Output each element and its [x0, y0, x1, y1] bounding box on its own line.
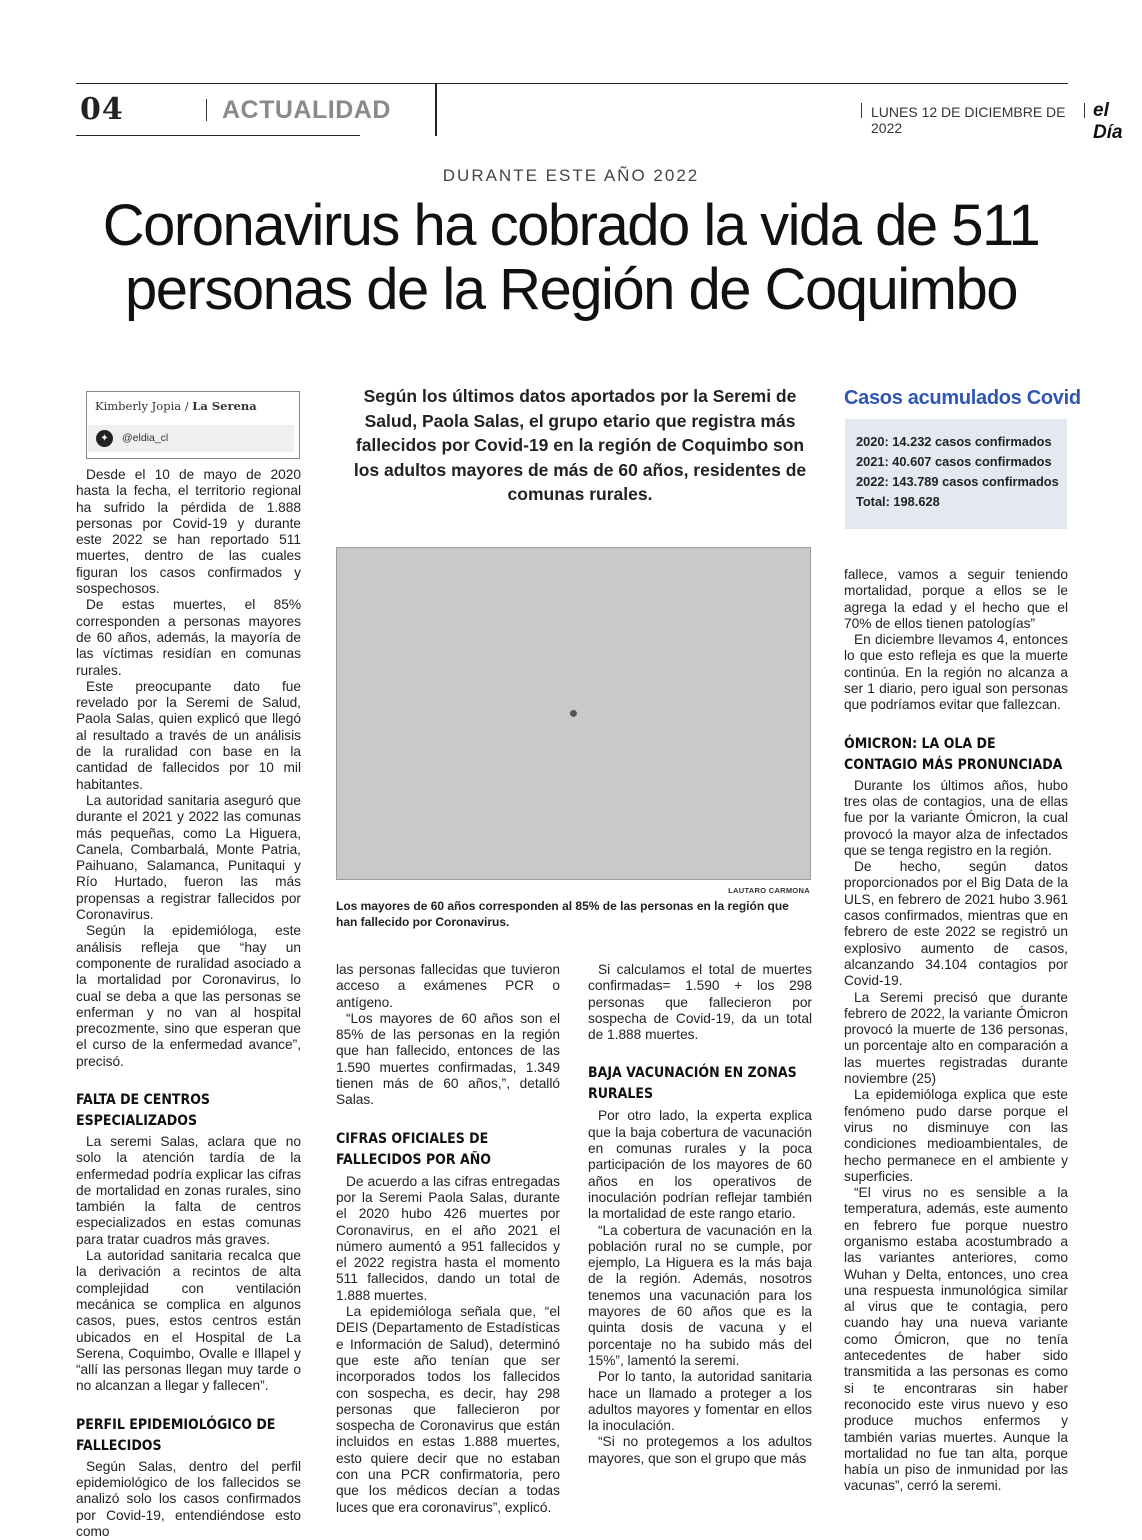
- column-3: [588, 962, 812, 1467]
- paragraph: “Si no protegemos a los adultos mayores, que son el grupo que más: [588, 1434, 812, 1466]
- headline: [60, 194, 1082, 322]
- headline-line-1: Coronavirus ha cobrado la vida de 511: [102, 193, 1040, 258]
- article-lead: Según los últimos datos aportados por la Seremi de Salud, Paola Salas, el grupo etario que registra más fallecidos por Covid-19 en la región de Coquimbo son los adultos mayores de más de 60 años, residentes de comunas rurales.: [353, 386, 807, 504]
- paragraph: Durante los últimos años, hubo tres olas de contagios, una de ellas fue por la variante Ómicron, la cual provocó la mayor alza de infectados que se tenga registro en la región.: [844, 777, 1068, 858]
- paragraph: Por otro lado, la experta explica que la baja cobertura de vacunación en comunas rurales y la poca participación de los mayores de 60 años en los operativos de inoculación podrían reflejar también la mortalidad de este rango etario.: [588, 1108, 812, 1222]
- subheading: ÓMICRON: LA OLA DE CONTAGIO MÁS PRONUNCIADA: [844, 735, 1063, 773]
- column-1: [76, 467, 301, 1540]
- section-name: ACTUALIDAD: [222, 96, 391, 124]
- photo-placeholder-icon: ●: [568, 704, 579, 722]
- paragraph: De acuerdo a las cifras entregadas por la Seremi Paola Salas, durante el 2020 hubo 426 muertes por Coronavirus, en el año 2021 el número aumentó a 951 fallecidos y el 2022 registra hasta el momento 511 fallecidos, dando un total de 1.888 muertes.: [336, 1173, 560, 1303]
- paragraph: Desde el 10 de mayo de 2020 hasta la fecha, el territorio regional ha sufrido la pérdida de 1.888 personas por Covid-19 y durante este 2022 se han reportado 511 muertes, dentro de las cuales figuran los casos confirmados y sospechosos.: [76, 467, 301, 597]
- twitter-handle[interactable]: @eldia_cl: [122, 432, 169, 444]
- author-name: Kimberly Jopia /: [95, 399, 189, 413]
- photo-credit: LAUTARO CARMONA: [728, 886, 810, 895]
- subheading: CIFRAS OFICIALES DE FALLECIDOS POR AÑO: [336, 1130, 491, 1168]
- paragraph: De estas muertes, el 85% corresponden a personas mayores de 60 años, además, la mayoría de las víctimas residían en comunas rurales.: [76, 597, 301, 678]
- twitter-icon: ✦: [96, 430, 113, 447]
- sidebar-box-title: Casos acumulados Covid: [844, 387, 1081, 409]
- twitter-strip[interactable]: [88, 425, 294, 452]
- paragraph: La seremi Salas, aclara que no solo la atención tardía de la enfermedad podría explicar las cifras de mortalidad en zonas rurales, sino también la falta de centros especializados en estas comunas para tratar cuadros más graves.: [76, 1133, 301, 1247]
- paragraph: Según la epidemióloga, este análisis refleja que “hay un componente de ruralidad asociado a la mortalidad por Coronavirus, lo cual se deba a que las personas se enferman y no van al hospital precozmente, sino que esperan que el curso de la enfermedad avance”, precisó.: [76, 923, 301, 1069]
- list-item: Total: 198.628: [856, 494, 940, 509]
- list-item: 2020: 14.232 casos confirmados: [856, 434, 1052, 449]
- paragraph: Si calculamos el total de muertes confirmadas= 1.590 + los 298 personas que fallecieron por sospecha de Covid-19, da un total de 1.888 muertes.: [588, 962, 812, 1043]
- covid-cases-box: [845, 419, 1067, 529]
- paragraph: La autoridad sanitaria recalca que la derivación a recintos de alta complejidad con ventilación mecánica se complica en algunos casos, pues, estos centros están ubicados en el Hospital de La Serena, Coquimbo, Ovalle e Illapel y “allí las personas llegan muy tarde o no alcanzan a llegar y fallecen”.: [76, 1248, 301, 1394]
- paragraph: las personas fallecidas que tuvieron acceso a exámenes PCR o antígeno.: [336, 962, 560, 1010]
- subheading: PERFIL EPIDEMIOLÓGICO DE FALLECIDOS: [76, 1416, 276, 1454]
- newspaper-brand: el Día: [1093, 100, 1123, 143]
- byline-author-line: [95, 399, 257, 413]
- header-divider: [861, 103, 862, 118]
- kicker: DURANTE ESTE AÑO 2022: [442, 166, 700, 185]
- page-header: [76, 83, 1123, 143]
- header-divider: [206, 99, 207, 121]
- paragraph: La epidemióloga explica que este fenómeno pudo darse porque el virus no disminuye con las condiciones medioambientales, de hecho permanece en el ambiente y superficies.: [844, 1087, 1068, 1184]
- paragraph: La autoridad sanitaria aseguró que durante el 2021 y 2022 las comunas más pequeñas, como La Higuera, Canela, Combarbalá, Monte Patria, Paihuano, Salamanca, Punitaqui y Río Hurtado, fueron las más propensas a registrar fallecidos por Coronavirus.: [76, 792, 301, 923]
- issue-date: LUNES 12 DE DICIEMBRE DE 2022: [871, 104, 1066, 136]
- paragraph: Según Salas, dentro del perfil epidemiológico de los fallecidos se analizó solo los casos confirmados por Covid-19, entendiéndose esto como: [76, 1458, 301, 1539]
- paragraph: De hecho, según datos proporcionados por el Big Data de la ULS, en febrero de 2021 hubo 3.961 casos confirmados, mientras que en febrero de este 2022 se registró un explosivo aumento de casos, alcanzando 34.104 contagios por Covid-19.: [844, 859, 1068, 989]
- covid-cases-list: [856, 432, 1059, 512]
- paragraph: “La cobertura de vacunación en la población rural no se cumple, por ejemplo, La Higuera es la más baja de la región. Además, nosotros tenemos una vacunación para los mayores de 60 años que es la quinta dosis de vacuna y el porcentaje no ha subido más del 15%”, lamentó la seremi.: [588, 1222, 812, 1368]
- paragraph: fallece, vamos a seguir teniendo mortalidad, porque a ellos se le agrega la edad y el hecho que el 70% de ellos tienen patologías”: [844, 567, 1068, 631]
- page-number: 04: [80, 92, 124, 127]
- article-photo: [336, 547, 811, 880]
- author-location: La Serena: [192, 399, 257, 413]
- paragraph: En diciembre llevamos 4, entonces lo que esto refleja es que la muerte continúa. En la región no alcanza a ser 1 diario, pero igual son personas que podríamos evitar que fallezcan.: [844, 632, 1068, 713]
- headline-line-2: personas de la Región de Coquimbo: [124, 257, 1017, 322]
- paragraph: Por lo tanto, la autoridad sanitaria hace un llamado a proteger a los adultos mayores y fomentar en ellos la inoculación.: [588, 1369, 812, 1434]
- list-item: 2021: 40.607 casos confirmados: [856, 454, 1052, 469]
- paragraph: “Los mayores de 60 años son el 85% de las personas en la región que han fallecido, entonces de las 1.590 muertes confirmadas, 1.349 tienen más de 60 años,”, detalló Salas.: [336, 1010, 560, 1108]
- header-divider: [1084, 103, 1085, 118]
- column-2: [336, 962, 560, 1516]
- header-vertical-rule: [435, 84, 437, 136]
- list-item: 2022: 143.789 casos confirmados: [856, 474, 1059, 489]
- byline-box: [86, 391, 300, 459]
- header-bottom-rule: [76, 135, 360, 136]
- paragraph: Este preocupante dato fue revelado por la Seremi de Salud, Paola Salas, quien explicó que llegó al resultado a través de un análisis de la ruralidad con base en la cantidad de fallecidos por 10 mil habitantes.: [76, 678, 301, 792]
- subheading: FALTA DE CENTROS ESPECIALIZADOS: [76, 1091, 210, 1129]
- paragraph: La epidemióloga señala que, “el DEIS (Departamento de Estadísticas e Información de Salud), determinó que este año tenían que ser incorporados todos los fallecidos con sospecha, es decir, hay 298 personas que fallecieron por sospecha de Coronavirus que están incluidos en estas 1.888 muertes, esto quiere decir que no estaban con una PCR confirmatoria, pero que los médicos decían a todas luces que era coronavirus”, explicó.: [336, 1304, 560, 1515]
- column-4: [844, 567, 1068, 1495]
- subheading: BAJA VACUNACIÓN EN ZONAS RURALES: [588, 1065, 797, 1103]
- paragraph: La Seremi precisó que durante febrero de 2022, la variante Ómicron provocó la muerte de 136 personas, un porcentaje alto en comparación a las muertes registradas durante noviembre (25): [844, 989, 1068, 1087]
- paragraph: “El virus no es sensible a la temperatura, además, este aumento en febrero fue porque nuestro organismo estaba acostumbrado a las variantes anteriores, como Wuhan y Delta, entonces, uno crea una respuesta inmunológica similar al virus que te contagia, pero cuando hay una nueva variante como Ómicron, que no tenía antecedentes de haber sido transmitida a las personas es como si te encontraras sin haber reconocido este virus nuevo y eso produce muchos enfermos y también varias muertes. Aunque la mortalidad no fue tan alta, porque había un piso de inmunidad por las vacunas”, cerró la seremi.: [844, 1185, 1068, 1494]
- photo-caption: Los mayores de 60 años corresponden al 85% de las personas en la región que han fallecido por Coronavirus.: [336, 899, 789, 929]
